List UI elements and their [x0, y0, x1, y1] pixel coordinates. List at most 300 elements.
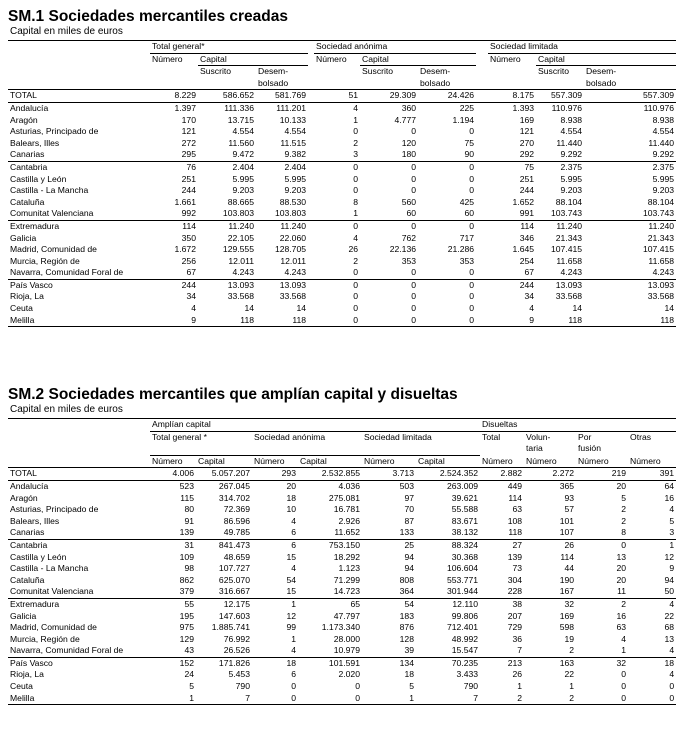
region-label: Rioja, La [10, 291, 44, 302]
table-cell: 20 [616, 574, 627, 585]
region-label: Castilla y León [10, 551, 67, 562]
table-cell: 73 [512, 563, 523, 574]
table-cell: 5 [669, 515, 675, 526]
table-cell: 152 [150, 657, 196, 669]
region-label: Comunitat Valenciana [10, 586, 94, 597]
table-cell: 171.826 [196, 657, 252, 669]
table-cell: 88.665 [227, 196, 254, 207]
sm1-group-total: Total general* [150, 41, 308, 54]
sm2-porfusion-header-2: fusión [578, 443, 601, 454]
table-cell: 25 [362, 539, 416, 551]
table-cell: 5.995 [652, 173, 675, 184]
table-cell: 88.530 [279, 196, 307, 207]
table-cell: 55 [150, 598, 196, 610]
table-cell: 295 [181, 149, 196, 160]
region-label: Cataluña [10, 574, 45, 585]
table-cell: 39 [404, 645, 414, 656]
table-row [8, 598, 676, 610]
region-label: Murcia, Región de [10, 633, 80, 644]
table-cell: 304 [507, 574, 523, 585]
table-cell: 4 [291, 645, 296, 656]
table-cell: 103.743 [550, 208, 583, 219]
table-cell: 360 [360, 102, 418, 114]
table-cell: 180 [401, 149, 417, 160]
table-cell: 13.093 [584, 279, 676, 291]
table-cell: 4.006 [172, 468, 194, 479]
table-cell: 244 [181, 185, 196, 196]
table-cell: 0 [411, 185, 417, 196]
sm1-suscrito-header: Suscrito [362, 66, 394, 77]
table-cell: 114 [508, 492, 523, 503]
table-cell: 14 [244, 303, 254, 314]
table-cell: 4 [291, 515, 296, 526]
table-cell: 38 [480, 598, 524, 610]
table-cell: 991 [519, 208, 535, 219]
table-cell: 33.568 [279, 291, 307, 302]
table-cell: 12.011 [280, 255, 307, 266]
table-cell: 8.229 [174, 90, 196, 101]
table-cell: 379 [179, 586, 194, 597]
table-cell: 0 [360, 279, 418, 291]
sm2-numero-header: Número [150, 455, 196, 468]
table-row [8, 256, 676, 268]
table-row [8, 552, 676, 564]
table-cell: 0 [621, 669, 627, 680]
table-cell: 183 [399, 610, 414, 621]
region-label: Cantabria [8, 539, 150, 551]
table-cell: 9.203 [652, 185, 675, 196]
table-cell: 11.440 [556, 137, 583, 148]
region-label: Cataluña [10, 196, 45, 207]
table-cell: 0 [353, 185, 359, 196]
table-cell: 365 [524, 480, 576, 492]
table-cell: 134 [362, 657, 416, 669]
table-cell: 364 [399, 586, 414, 597]
table-cell: 712.401 [446, 622, 479, 633]
table-cell: 975 [179, 622, 194, 633]
table-row [8, 267, 676, 279]
table-cell: 13 [664, 633, 675, 644]
region-label: Melilla [8, 693, 150, 705]
sm1-desem-header: Desem- [586, 66, 617, 77]
table-row [8, 161, 676, 173]
table-cell: 425 [459, 196, 475, 207]
table-cell: 0 [353, 267, 359, 278]
table-cell: 0 [628, 693, 676, 705]
table-cell: 11.240 [198, 220, 256, 232]
table-cell: 350 [181, 232, 196, 243]
table-cell: 316.667 [218, 586, 250, 597]
table-row [8, 174, 676, 186]
table-cell: 0 [298, 693, 362, 705]
region-label: Asturias, Principado de [10, 126, 99, 137]
table-row [8, 220, 676, 232]
table-cell: 0 [314, 220, 360, 232]
table-cell: 2.272 [552, 468, 575, 479]
table-cell: 90 [464, 149, 475, 160]
table-cell: 121 [181, 126, 196, 137]
table-cell: 32 [576, 657, 628, 669]
table-cell: 4 [669, 504, 675, 515]
table-cell: 790 [463, 681, 479, 692]
table-cell: 21.343 [647, 232, 675, 243]
table-cell: 118 [198, 315, 256, 327]
sm2-amplian-header: Amplían capital [150, 419, 480, 432]
table-cell: 0 [469, 267, 475, 278]
table-cell: 63 [616, 622, 627, 633]
total-row [8, 468, 676, 481]
table-cell: 11 [617, 586, 627, 597]
table-cell: 76 [150, 161, 198, 173]
table-cell: 9.382 [284, 149, 307, 160]
table-cell: 2.882 [500, 468, 523, 479]
table-cell: 0 [360, 220, 418, 232]
table-cell: 60 [406, 208, 417, 219]
region-label: Madrid, Comunidad de [10, 244, 97, 255]
table-row [8, 539, 676, 551]
table-cell: 808 [399, 574, 414, 585]
sm1-capital-header: Capital [198, 53, 308, 66]
table-cell: 5.995 [284, 173, 307, 184]
table-cell: 4 [291, 563, 296, 574]
table-cell: 9.292 [652, 149, 675, 160]
table-cell: 86.596 [223, 515, 250, 526]
table-cell: 4.243 [232, 267, 254, 278]
sm2-numero-header: Número [628, 455, 676, 468]
sm2-numero-header: Número [252, 455, 298, 468]
table-cell: 12.175 [196, 598, 252, 610]
table-cell: 115 [180, 492, 194, 503]
sm1-group-sl: Sociedad limitada [488, 41, 676, 54]
table-cell: 11.658 [556, 255, 583, 266]
table-cell: 0 [353, 126, 359, 137]
table-cell: 111.201 [256, 102, 308, 114]
table-cell: 8 [621, 527, 627, 538]
table-row [8, 504, 676, 516]
table-cell: 251 [519, 173, 535, 184]
table-cell: 717 [459, 232, 475, 243]
table-row [8, 563, 676, 575]
table-cell: 0 [469, 185, 475, 196]
table-cell: 1 [353, 114, 359, 125]
sm2-otras-header: Otras [630, 431, 652, 442]
table-cell: 15.547 [451, 645, 479, 656]
table-cell: 48.659 [223, 551, 250, 562]
table-cell: 1.397 [150, 102, 198, 114]
sm2-capital-header: Capital [298, 455, 362, 468]
table-cell: 841.473 [196, 539, 252, 551]
table-cell: 586.652 [222, 90, 254, 101]
table-cell: 5.995 [560, 173, 583, 184]
table-cell: 0 [355, 681, 360, 692]
table-cell: 33.568 [555, 291, 583, 302]
table-cell: 7 [517, 645, 523, 656]
table-cell: 0 [669, 681, 675, 692]
table-cell: 13.093 [198, 279, 256, 291]
table-row [8, 197, 676, 209]
sm2-sl-header: Sociedad limitada [364, 431, 432, 442]
table-cell: 103.803 [274, 208, 307, 219]
table-cell: 228 [507, 586, 523, 597]
table-cell: 19 [564, 633, 575, 644]
sm2-sa-header: Sociedad anónima [254, 431, 326, 442]
table-cell: 13.715 [227, 114, 254, 125]
table-cell: 107.727 [218, 563, 250, 574]
table-cell: 0 [411, 291, 417, 302]
region-label: Extremadura [8, 220, 150, 232]
table-cell: 598 [559, 622, 575, 633]
table-cell: 3 [353, 149, 359, 160]
region-label: Cantabria [8, 161, 150, 173]
table-cell: 11.658 [648, 255, 675, 266]
table-cell: 12.011 [228, 255, 254, 266]
table-cell: 50 [664, 586, 675, 597]
region-label: Canarias [10, 527, 45, 538]
table-cell: 163 [524, 657, 576, 669]
sm2-numero-header: Número [576, 455, 628, 468]
table-cell: 0 [360, 161, 418, 173]
table-cell: 103.803 [222, 208, 254, 219]
sm1-desem-header: Desem- [258, 66, 289, 77]
table-cell: 1 [252, 598, 298, 610]
table-cell: 54 [286, 574, 296, 585]
table-cell: 107.415 [643, 244, 675, 255]
table-cell: 2.404 [256, 161, 308, 173]
table-cell: 33.568 [647, 291, 675, 302]
table-cell: 1.194 [452, 114, 475, 125]
table-cell: 2 [621, 504, 627, 515]
table-cell: 195 [179, 610, 194, 621]
table-cell: 97 [404, 492, 414, 503]
table-cell: 244 [519, 185, 535, 196]
table-cell: 118 [508, 527, 523, 538]
table-row [8, 681, 676, 693]
sm2-title: SM.2 Sociedades mercantiles que amplían capital y disueltas [8, 386, 458, 403]
table-cell: 449 [480, 480, 524, 492]
table-cell: 36 [512, 633, 523, 644]
table-cell: 11.560 [228, 137, 254, 148]
table-cell: 14.723 [333, 586, 360, 597]
table-cell: 557.309 [550, 90, 583, 101]
table-cell: 1 [353, 208, 359, 219]
total-row [8, 90, 676, 103]
table-cell: 4 [314, 102, 360, 114]
table-cell: 12.110 [416, 598, 480, 610]
table-cell: 10 [286, 504, 296, 515]
sm2-disueltas-header: Disueltas [480, 419, 676, 432]
region-label: País Vasco [8, 279, 150, 291]
table-cell: 346 [519, 232, 535, 243]
table-cell: 5 [621, 492, 627, 503]
table-cell: 0 [353, 303, 359, 314]
table-cell: 120 [401, 137, 417, 148]
table-cell: 21.286 [447, 244, 475, 255]
sm1-desem-header: Desem- [420, 66, 451, 77]
table-cell: 34 [186, 291, 196, 302]
table-cell: 11.240 [536, 220, 584, 232]
table-cell: 26 [524, 539, 576, 551]
table-cell: 43 [184, 645, 194, 656]
table-cell: 4 [353, 232, 359, 243]
table-cell: 314.702 [218, 492, 250, 503]
table-cell: 190 [559, 574, 575, 585]
table-cell: 63 [512, 504, 523, 515]
table-cell: 4.243 [652, 267, 675, 278]
table-cell: 38.132 [451, 527, 479, 538]
table-cell: 4.554 [560, 126, 583, 137]
table-cell: 13 [616, 551, 627, 562]
region-label: Extremadura [8, 598, 150, 610]
table-cell: 8.938 [652, 114, 675, 125]
table-cell: 147.603 [218, 610, 250, 621]
table-cell: 0 [360, 315, 418, 327]
table-cell: 6 [252, 539, 298, 551]
table-cell: 1.672 [174, 244, 196, 255]
table-cell: 167 [559, 586, 575, 597]
region-label: Madrid, Comunidad de [10, 622, 97, 633]
table-cell: 2 [621, 515, 627, 526]
table-cell: 762 [401, 232, 417, 243]
table-cell: 75 [464, 137, 475, 148]
table-row [8, 185, 676, 197]
table-cell: 4.777 [394, 114, 417, 125]
sm2-capital-header: Capital [416, 455, 480, 468]
table-cell: 108 [507, 515, 523, 526]
table-cell: 133 [399, 527, 414, 538]
table-row [8, 102, 676, 114]
region-label: Galicia [10, 232, 37, 243]
table-cell: 33.568 [227, 291, 254, 302]
table-cell: 2.404 [198, 161, 256, 173]
table-cell: 11.240 [256, 220, 308, 232]
table-cell: 0 [621, 681, 627, 692]
table-cell: 0 [418, 315, 476, 327]
table-cell: 16.781 [333, 504, 360, 515]
table-row [8, 291, 676, 303]
table-cell: 22 [564, 669, 575, 680]
table-cell: 110.976 [584, 102, 676, 114]
table-cell: 2 [576, 598, 628, 610]
sm1-group-sa: Sociedad anónima [314, 41, 476, 54]
region-label: Andalucía [8, 102, 150, 114]
table-cell: 219 [611, 468, 627, 479]
table-cell: 32 [524, 598, 576, 610]
region-label: Ceuta [10, 303, 33, 314]
table-cell: 22.136 [389, 244, 417, 255]
table-cell: 2.375 [536, 161, 584, 173]
region-label: Murcia, Región de [10, 255, 80, 266]
table-row [8, 586, 676, 598]
table-cell: 15 [286, 586, 296, 597]
table-cell: 65 [298, 598, 362, 610]
table-cell: 16 [616, 610, 627, 621]
table-cell: 8.938 [560, 114, 583, 125]
table-cell: 9.472 [232, 149, 254, 160]
table-cell: 2 [353, 137, 359, 148]
table-cell: 1.645 [512, 244, 535, 255]
table-cell: 26 [512, 669, 523, 680]
table-cell: 12 [664, 551, 675, 562]
table-cell: 11.240 [584, 220, 676, 232]
table-cell: 29.309 [389, 90, 417, 101]
table-cell: 21.343 [555, 232, 583, 243]
sm2-table [8, 418, 676, 705]
table-row [8, 138, 676, 150]
table-row [8, 126, 676, 138]
table-cell: 1.393 [488, 102, 536, 114]
table-cell: 1 [362, 693, 416, 705]
sm1-desem-header-2: bolsado [584, 78, 676, 90]
table-row [8, 634, 676, 646]
table-cell: 47.797 [333, 610, 360, 621]
table-cell: 4.554 [652, 126, 675, 137]
table-row [8, 611, 676, 623]
table-cell: 128.705 [274, 244, 307, 255]
table-cell: 101 [559, 515, 575, 526]
table-cell: 11.515 [280, 137, 307, 148]
region-label: País Vasco [8, 657, 150, 669]
table-cell: 12 [286, 610, 296, 621]
table-cell: 293 [281, 468, 296, 479]
table-cell: 1 [150, 693, 196, 705]
region-label: Melilla [8, 315, 150, 327]
table-cell: 114 [150, 220, 198, 232]
table-cell: 1 [621, 645, 627, 656]
table-cell: 22.060 [279, 232, 307, 243]
table-cell: 94 [664, 574, 675, 585]
table-row [8, 208, 676, 220]
table-cell: 129.555 [222, 244, 254, 255]
table-cell: 118 [584, 315, 676, 327]
table-cell: 1.661 [174, 196, 196, 207]
table-cell: 14 [572, 303, 583, 314]
table-cell: 0 [411, 303, 417, 314]
table-cell: 48.992 [451, 633, 479, 644]
table-cell: 169 [519, 114, 535, 125]
table-cell: 0 [314, 161, 360, 173]
table-cell: 4.554 [284, 126, 307, 137]
table-cell: 26.526 [223, 645, 250, 656]
table-cell: 10.133 [279, 114, 307, 125]
table-cell: 0 [418, 279, 476, 291]
table-row [8, 657, 676, 669]
region-label: TOTAL [10, 468, 37, 479]
table-cell: 4.554 [232, 126, 254, 137]
table-cell: 99 [286, 622, 296, 633]
table-cell: 1 [628, 539, 676, 551]
region-label: Rioja, La [10, 669, 44, 680]
table-cell: 5 [409, 681, 414, 692]
sm1-suscrito-header: Suscrito [538, 66, 570, 77]
sm2-numero-header: Número [362, 455, 416, 468]
table-cell: 13.093 [536, 279, 584, 291]
table-cell: 98 [184, 563, 194, 574]
region-label: Aragón [10, 114, 38, 125]
sm1-suscrito-header: Suscrito [200, 66, 232, 77]
table-cell: 0 [291, 681, 296, 692]
table-row [8, 233, 676, 245]
table-cell: 24.426 [447, 90, 475, 101]
table-cell: 4 [621, 633, 627, 644]
table-row [8, 575, 676, 587]
sm2-porfusion-header: Por [578, 431, 592, 442]
table-cell: 581.769 [274, 90, 307, 101]
region-label: Aragón [10, 492, 38, 503]
table-cell: 91 [184, 515, 194, 526]
table-cell: 3.713 [392, 468, 414, 479]
table-cell: 13.093 [256, 279, 308, 291]
table-cell: 30.368 [451, 551, 479, 562]
